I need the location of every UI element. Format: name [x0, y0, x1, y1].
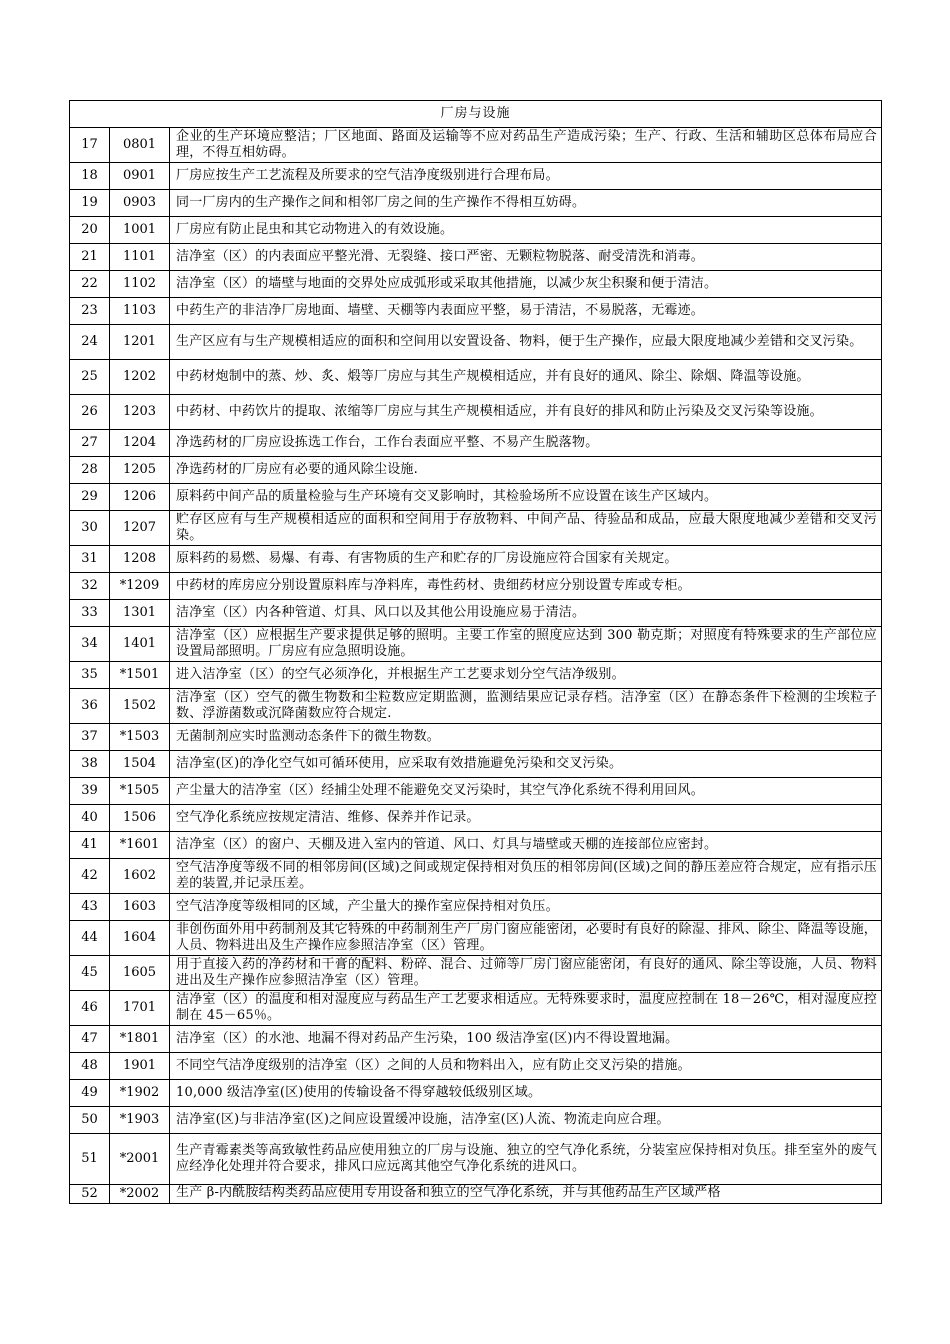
table-row — [70, 662, 882, 689]
table-row — [70, 511, 882, 546]
item-code: 1203 — [110, 395, 170, 430]
table-row — [70, 1080, 882, 1107]
item-code: *1501 — [110, 662, 170, 689]
table-row — [70, 1134, 882, 1185]
item-code: *1801 — [110, 1026, 170, 1053]
section-title: 厂房与设施 — [70, 101, 882, 128]
row-number: 17 — [70, 128, 110, 163]
inspection-requirement: 洁净室（区）的窗户、天棚及进入室内的管道、风口、灯具与墙壁或天棚的连接部位应密封。 — [170, 832, 882, 859]
inspection-table-page — [69, 100, 881, 1204]
item-code: 1506 — [110, 805, 170, 832]
inspection-requirement: 不同空气洁净度级别的洁净室（区）之间的人员和物料出入，应有防止交叉污染的措施。 — [170, 1053, 882, 1080]
inspection-requirement: 洁净室（区）的内表面应平整光滑、无裂缝、接口严密、无颗粒物脱落、耐受清洗和消毒。 — [170, 244, 882, 271]
row-number: 48 — [70, 1053, 110, 1080]
item-code: 1103 — [110, 298, 170, 325]
table-row — [70, 600, 882, 627]
row-number: 30 — [70, 511, 110, 546]
row-number: 21 — [70, 244, 110, 271]
table-row — [70, 627, 882, 662]
table-row — [70, 1026, 882, 1053]
inspection-requirement: 中药材、中药饮片的提取、浓缩等厂房应与其生产规模相适应，并有良好的排风和防止污染及交叉污染等设施。 — [170, 395, 882, 430]
item-code: *1505 — [110, 778, 170, 805]
item-code: 1202 — [110, 360, 170, 395]
item-code: *1903 — [110, 1107, 170, 1134]
row-number: 28 — [70, 457, 110, 484]
inspection-requirement: 洁净室（区）的墙壁与地面的交界处应成弧形或采取其他措施，以减少灰尘积聚和便于清洁。 — [170, 271, 882, 298]
inspection-requirement: 无菌制剂应实时监测动态条件下的微生物数。 — [170, 724, 882, 751]
row-number: 31 — [70, 546, 110, 573]
table-row — [70, 751, 882, 778]
item-code: 1208 — [110, 546, 170, 573]
inspection-requirement: 洁净室（区）的温度和相对湿度应与药品生产工艺要求相适应。无特殊要求时，温度应控制在 18－26℃，相对湿度应控制在 45－65％。 — [170, 991, 882, 1026]
row-number: 27 — [70, 430, 110, 457]
table-row — [70, 190, 882, 217]
inspection-requirement: 生产区应有与生产规模相适应的面积和空间用以安置设备、物料，便于生产操作，应最大限度地减少差错和交叉污染。 — [170, 325, 882, 360]
row-number: 46 — [70, 991, 110, 1026]
item-code: *2001 — [110, 1134, 170, 1185]
row-number: 18 — [70, 163, 110, 190]
table-row — [70, 360, 882, 395]
table-row — [70, 325, 882, 360]
row-number: 45 — [70, 956, 110, 991]
inspection-requirement: 洁净室（区）应根据生产要求提供足够的照明。主要工作室的照度应达到 300 勒克斯；对照度有特殊要求的生产部位应设置局部照明。厂房应有应急照明设施。 — [170, 627, 882, 662]
item-code: 1502 — [110, 689, 170, 724]
item-code: 1301 — [110, 600, 170, 627]
item-code: *1209 — [110, 573, 170, 600]
row-number: 44 — [70, 921, 110, 956]
inspection-requirement: 净选药材的厂房应有必要的通风除尘设施. — [170, 457, 882, 484]
table-row — [70, 1185, 882, 1204]
row-number: 43 — [70, 894, 110, 921]
row-number: 51 — [70, 1134, 110, 1185]
item-code: 1901 — [110, 1053, 170, 1080]
table-row — [70, 457, 882, 484]
row-number: 47 — [70, 1026, 110, 1053]
item-code: 0903 — [110, 190, 170, 217]
inspection-requirement: 中药生产的非洁净厂房地面、墙壁、天棚等内表面应平整，易于清洁，不易脱落，无霉迹。 — [170, 298, 882, 325]
section-header-row — [70, 101, 882, 128]
item-code: 1602 — [110, 859, 170, 894]
row-number: 49 — [70, 1080, 110, 1107]
table-row — [70, 991, 882, 1026]
inspection-requirement: 厂房应有防止昆虫和其它动物进入的有效设施。 — [170, 217, 882, 244]
row-number: 38 — [70, 751, 110, 778]
table-row — [70, 271, 882, 298]
inspection-requirement: 产尘量大的洁净室（区）经捕尘处理不能避免交叉污染时，其空气净化系统不得利用回风。 — [170, 778, 882, 805]
inspection-requirement: 洁净室（区）空气的微生物数和尘粒数应定期监测，监测结果应记录存档。洁净室（区）在静态条件下检测的尘埃粒子数、浮游菌数或沉降菌数应符合规定. — [170, 689, 882, 724]
table-row — [70, 832, 882, 859]
inspection-requirement: 厂房应按生产工艺流程及所要求的空气洁净度级别进行合理布局。 — [170, 163, 882, 190]
row-number: 32 — [70, 573, 110, 600]
item-code: 1605 — [110, 956, 170, 991]
inspection-requirement: 空气洁净度等级相同的区域，产尘量大的操作室应保持相对负压。 — [170, 894, 882, 921]
inspection-requirement: 空气洁净度等级不同的相邻房间(区域)之间或规定保持相对负压的相邻房间(区域)之间的静压差应符合规定，应有指示压差的装置,并记录压差。 — [170, 859, 882, 894]
item-code: *1601 — [110, 832, 170, 859]
item-code: 1201 — [110, 325, 170, 360]
row-number: 37 — [70, 724, 110, 751]
inspection-requirement: 生产 β-内酰胺结构类药品应使用专用设备和独立的空气净化系统，并与其他药品生产区域严格 — [170, 1185, 882, 1204]
inspection-requirement: 中药材的库房应分别设置原料库与净料库，毒性药材、贵细药材应分别设置专库或专柜。 — [170, 573, 882, 600]
inspection-requirement: 原料药中间产品的质量检验与生产环境有交叉影响时，其检验场所不应设置在该生产区域内。 — [170, 484, 882, 511]
table-row — [70, 484, 882, 511]
item-code: 1603 — [110, 894, 170, 921]
item-code: *2002 — [110, 1185, 170, 1204]
row-number: 19 — [70, 190, 110, 217]
inspection-requirement: 进入洁净室（区）的空气必须净化，并根据生产工艺要求划分空气洁净级别。 — [170, 662, 882, 689]
item-code: 0801 — [110, 128, 170, 163]
table-row — [70, 956, 882, 991]
table-row — [70, 298, 882, 325]
table-row — [70, 689, 882, 724]
row-number: 50 — [70, 1107, 110, 1134]
item-code: *1503 — [110, 724, 170, 751]
table-row — [70, 217, 882, 244]
item-code: 0901 — [110, 163, 170, 190]
table-row — [70, 894, 882, 921]
item-code: 1604 — [110, 921, 170, 956]
table-row — [70, 244, 882, 271]
inspection-requirement: 生产青霉素类等高致敏性药品应使用独立的厂房与设施、独立的空气净化系统，分装室应保持相对负压。排至室外的废气应经净化处理并符合要求，排风口应远离其他空气净化系统的进风口。 — [170, 1134, 882, 1185]
row-number: 40 — [70, 805, 110, 832]
table-row — [70, 1107, 882, 1134]
row-number: 25 — [70, 360, 110, 395]
inspection-requirement: 企业的生产环境应整洁；厂区地面、路面及运输等不应对药品生产造成污染；生产、行政、生活和辅助区总体布局应合理，不得互相妨碍。 — [170, 128, 882, 163]
row-number: 20 — [70, 217, 110, 244]
inspection-requirement: 原料药的易燃、易爆、有毒、有害物质的生产和贮存的厂房设施应符合国家有关规定。 — [170, 546, 882, 573]
table-row — [70, 546, 882, 573]
table-row — [70, 805, 882, 832]
row-number: 22 — [70, 271, 110, 298]
row-number: 39 — [70, 778, 110, 805]
table-row — [70, 128, 882, 163]
item-code: *1902 — [110, 1080, 170, 1107]
row-number: 35 — [70, 662, 110, 689]
table-row — [70, 859, 882, 894]
inspection-requirement: 同一厂房内的生产操作之间和相邻厂房之间的生产操作不得相互妨碍。 — [170, 190, 882, 217]
inspection-requirement: 净选药材的厂房应设拣选工作台，工作台表面应平整、不易产生脱落物。 — [170, 430, 882, 457]
item-code: 1102 — [110, 271, 170, 298]
item-code: 1401 — [110, 627, 170, 662]
row-number: 29 — [70, 484, 110, 511]
table-row — [70, 430, 882, 457]
inspection-requirement: 洁净室(区)的净化空气如可循环使用，应采取有效措施避免污染和交叉污染。 — [170, 751, 882, 778]
row-number: 33 — [70, 600, 110, 627]
item-code: 1206 — [110, 484, 170, 511]
inspection-requirement: 洁净室（区）的水池、地漏不得对药品产生污染，100 级洁净室(区)内不得设置地漏。 — [170, 1026, 882, 1053]
table-row — [70, 573, 882, 600]
inspection-requirement: 用于直接入药的净药材和干膏的配料、粉碎、混合、过筛等厂房门窗应能密闭，有良好的通风、除尘等设施，人员、物料进出及生产操作应参照洁净室（区）管理。 — [170, 956, 882, 991]
table-row — [70, 395, 882, 430]
item-code: 1205 — [110, 457, 170, 484]
row-number: 41 — [70, 832, 110, 859]
item-code: 1001 — [110, 217, 170, 244]
table-row — [70, 163, 882, 190]
row-number: 23 — [70, 298, 110, 325]
inspection-requirement: 非创伤面外用中药制剂及其它特殊的中药制剂生产厂房门窗应能密闭，必要时有良好的除湿、排风、除尘、降温等设施，人员、物料进出及生产操作应参照洁净室（区）管理。 — [170, 921, 882, 956]
row-number: 34 — [70, 627, 110, 662]
item-code: 1207 — [110, 511, 170, 546]
inspection-requirement: 10,000 级洁净室(区)使用的传输设备不得穿越较低级别区域。 — [170, 1080, 882, 1107]
item-code: 1504 — [110, 751, 170, 778]
item-code: 1701 — [110, 991, 170, 1026]
inspection-table — [69, 100, 882, 1204]
item-code: 1101 — [110, 244, 170, 271]
table-row — [70, 778, 882, 805]
table-row — [70, 921, 882, 956]
inspection-requirement: 洁净室（区）内各种管道、灯具、风口以及其他公用设施应易于清洁。 — [170, 600, 882, 627]
inspection-requirement: 空气净化系统应按规定清洁、维修、保养并作记录。 — [170, 805, 882, 832]
inspection-requirement: 中药材炮制中的蒸、炒、炙、煅等厂房应与其生产规模相适应，并有良好的通风、除尘、除烟、降温等设施。 — [170, 360, 882, 395]
table-row — [70, 1053, 882, 1080]
inspection-requirement: 贮存区应有与生产规模相适应的面积和空间用于存放物料、中间产品、待验品和成品，应最大限度地减少差错和交叉污染。 — [170, 511, 882, 546]
row-number: 52 — [70, 1185, 110, 1204]
inspection-requirement: 洁净室(区)与非洁净室(区)之间应设置缓冲设施，洁净室(区)人流、物流走向应合理。 — [170, 1107, 882, 1134]
item-code: 1204 — [110, 430, 170, 457]
row-number: 42 — [70, 859, 110, 894]
table-row — [70, 724, 882, 751]
row-number: 26 — [70, 395, 110, 430]
row-number: 24 — [70, 325, 110, 360]
row-number: 36 — [70, 689, 110, 724]
